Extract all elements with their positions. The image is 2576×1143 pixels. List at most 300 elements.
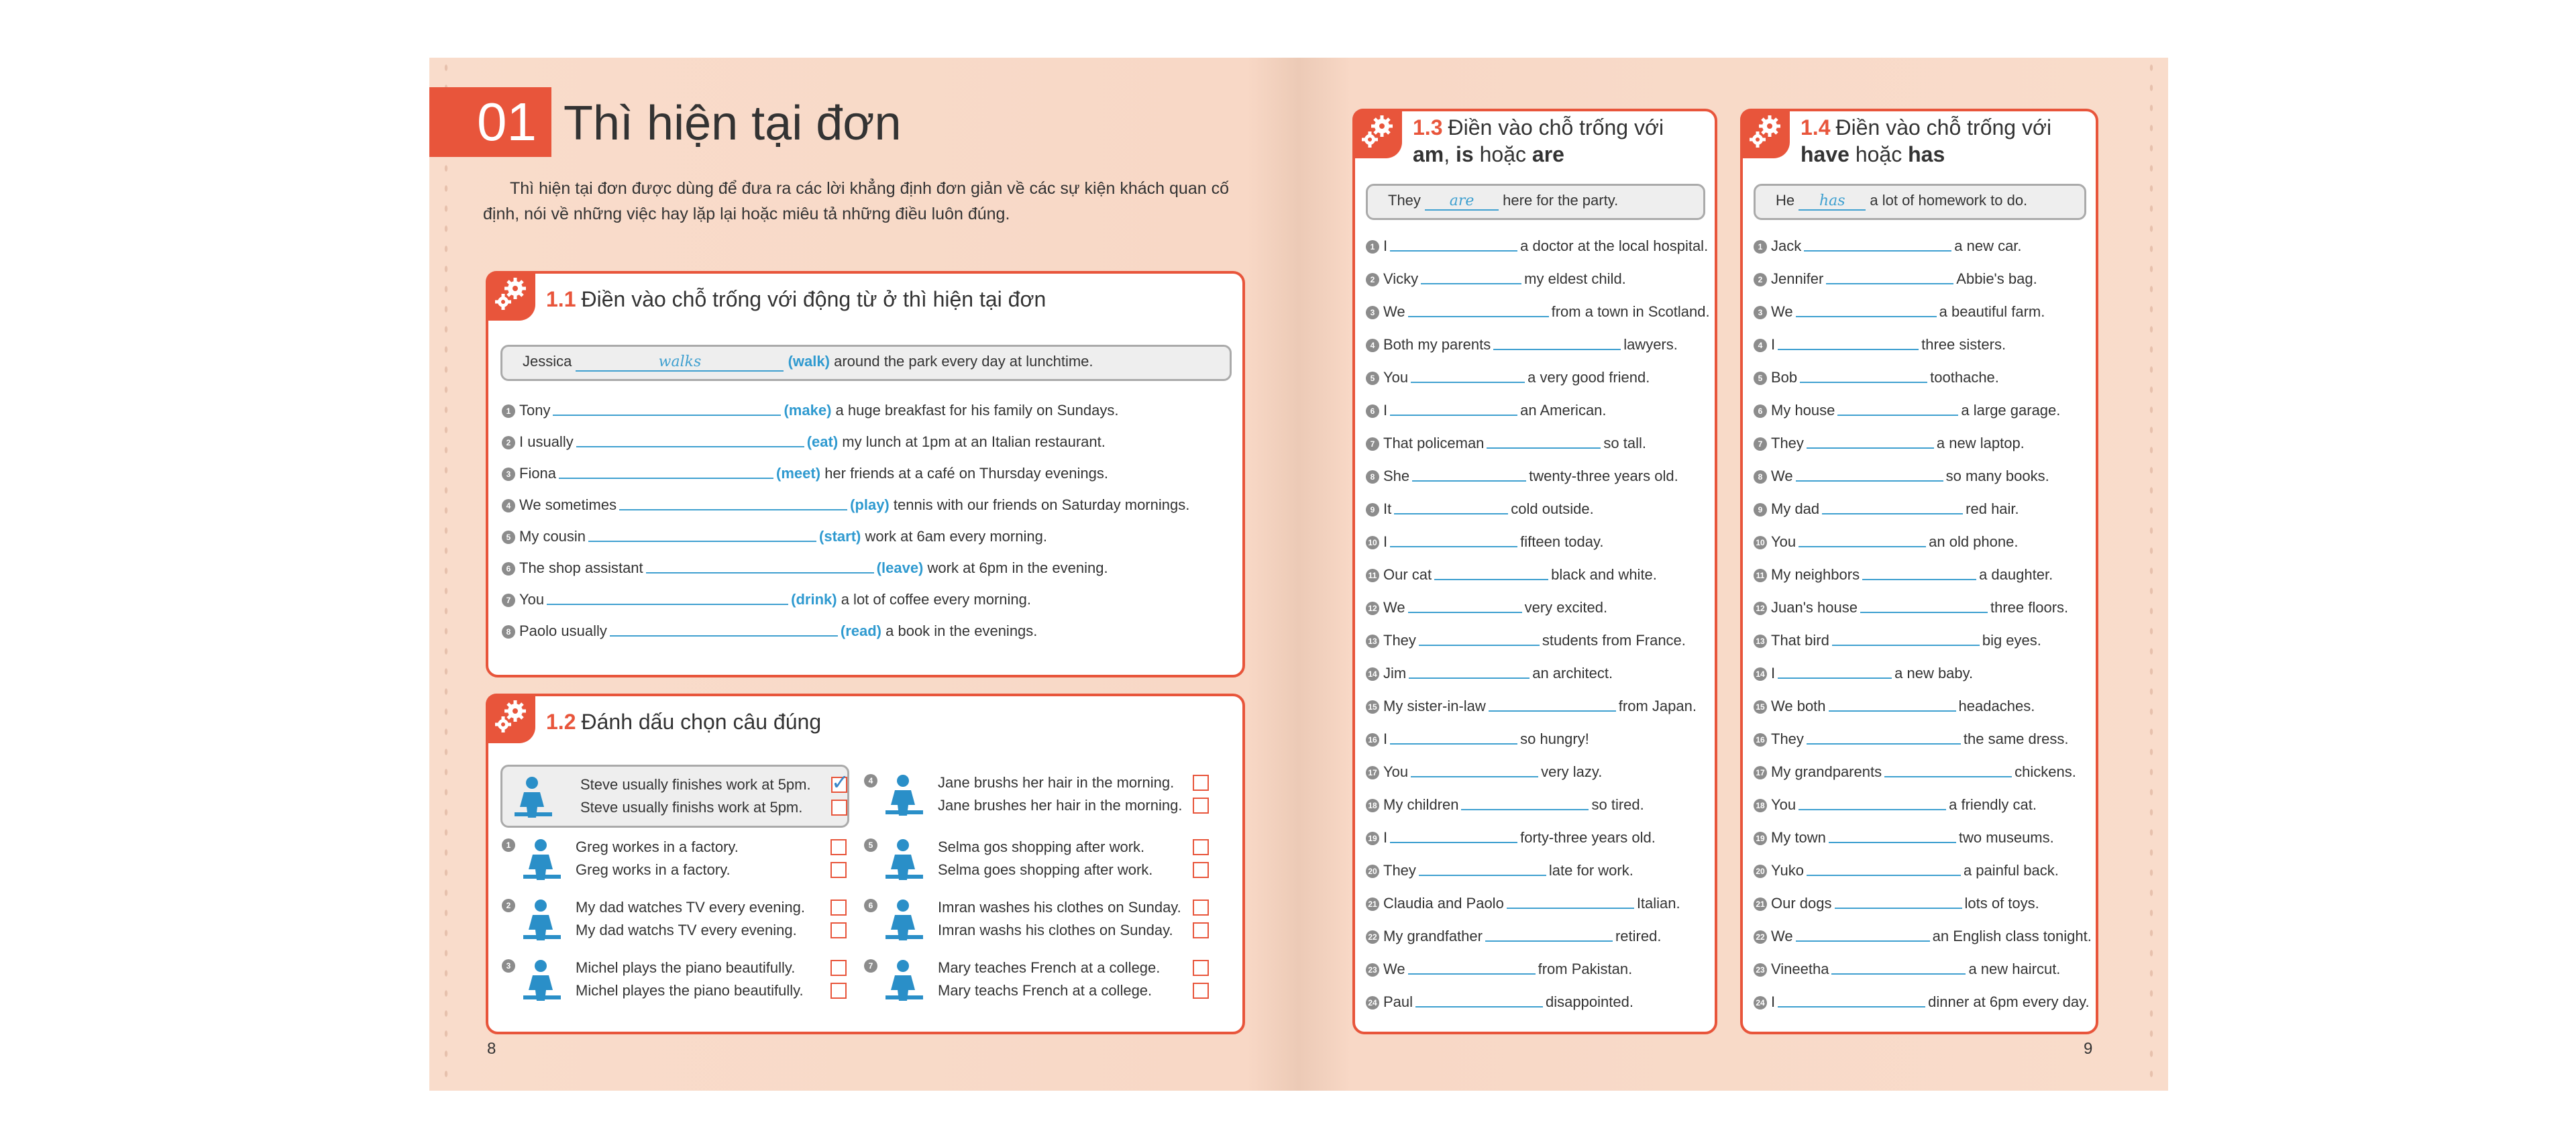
item-subject: That policeman	[1383, 435, 1485, 451]
item-subject: Our cat	[1383, 566, 1432, 583]
example-answer: has	[1799, 193, 1866, 211]
answer-blank[interactable]	[547, 596, 788, 605]
item-subject: I	[1771, 665, 1776, 682]
page-dots-right	[2147, 58, 2156, 1091]
item-number: 13	[1754, 635, 1767, 648]
item-number: 11	[1366, 569, 1379, 582]
example-subject: Jessica	[523, 353, 572, 370]
checkbox-option-b[interactable]	[830, 862, 847, 878]
list-item	[502, 489, 1229, 521]
answer-blank[interactable]	[1408, 965, 1536, 975]
checkbox-option-a[interactable]	[1193, 900, 1209, 916]
list-item	[502, 426, 1229, 457]
item-number: 9	[1366, 503, 1379, 516]
exercise-number: 1.3	[1413, 115, 1443, 140]
item-subject: They	[1383, 862, 1416, 879]
item-rest: a painful back.	[1963, 862, 2059, 879]
item-number: 4	[1366, 339, 1379, 352]
answer-blank[interactable]	[1408, 604, 1522, 613]
answer-blank[interactable]	[1485, 932, 1613, 942]
list-item	[1754, 887, 2089, 920]
item-number: 2	[1754, 273, 1767, 286]
checkmark-icon: ✓	[831, 770, 849, 794]
item-rest: twenty-three years old.	[1529, 468, 1678, 484]
answer-blank[interactable]	[1778, 669, 1892, 679]
list-item	[1754, 361, 2089, 394]
item-rest: an old phone.	[1929, 533, 2019, 550]
item-rest: disappointed.	[1546, 993, 1633, 1010]
item-subject: My neighbors	[1771, 566, 1860, 583]
keyword-is: is	[1456, 142, 1474, 166]
item-number: 3	[502, 468, 515, 481]
item-number: 14	[1754, 667, 1767, 681]
exercise-1-1-items	[502, 394, 1229, 647]
option-a: Jane brushs her hair in the morning.	[938, 774, 1175, 791]
list-item	[1754, 525, 2089, 558]
item-number: 2	[502, 436, 515, 449]
verb-hint: (read)	[840, 622, 881, 639]
shopper-icon	[883, 836, 926, 883]
option-a: My dad watches TV every evening.	[576, 899, 805, 916]
item-subject: Paul	[1383, 993, 1413, 1010]
list-item	[1754, 953, 2089, 985]
answer-blank[interactable]	[610, 627, 838, 637]
list-item	[1366, 525, 1708, 558]
choice-group	[502, 957, 851, 1008]
option-a: Selma gos shopping after work.	[938, 838, 1145, 855]
answer-blank[interactable]	[1799, 538, 1926, 547]
checkbox-option-b[interactable]	[1193, 922, 1209, 938]
item-rest: black and white.	[1551, 566, 1657, 583]
item-subject: We	[1771, 303, 1793, 320]
verb-hint: (leave)	[876, 559, 924, 576]
option-b: Jane brushes her hair in the morning.	[938, 797, 1183, 814]
item-subject: Juan's house	[1771, 599, 1858, 616]
choice-group	[502, 836, 851, 887]
answer-blank[interactable]	[1796, 932, 1930, 942]
list-item	[1366, 920, 1708, 953]
item-subject: Jennifer	[1771, 270, 1824, 287]
answer-blank[interactable]	[1826, 275, 1953, 284]
item-number: 16	[1366, 733, 1379, 747]
item-subject: My house	[1771, 402, 1835, 419]
list-item	[1754, 821, 2089, 854]
keyword-are: are	[1532, 142, 1564, 166]
item-rest: a new laptop.	[1936, 435, 2025, 451]
keyword-has: has	[1908, 142, 1945, 166]
item-rest: chickens.	[2015, 763, 2076, 780]
answer-blank[interactable]	[1493, 341, 1621, 350]
checkbox-option-b[interactable]	[1193, 983, 1209, 999]
item-subject: I	[1383, 730, 1388, 747]
item-subject: Claudia and Paolo	[1383, 895, 1504, 912]
item-rest: fifteen today.	[1520, 533, 1604, 550]
answer-blank[interactable]	[1829, 702, 1956, 712]
item-subject: Jack	[1771, 237, 1802, 254]
answer-blank[interactable]	[1796, 472, 1943, 482]
exercise-title	[546, 708, 821, 735]
list-item	[1366, 492, 1708, 525]
answer-blank[interactable]	[1409, 669, 1529, 679]
list-item	[1366, 328, 1708, 361]
item-subject: I	[1383, 829, 1388, 846]
item-number: 6	[1366, 404, 1379, 418]
item-subject: They	[1771, 435, 1804, 451]
answer-blank[interactable]	[1778, 341, 1919, 350]
option-b: Mary teachs French at a college.	[938, 982, 1152, 999]
item-subject: I	[1771, 336, 1776, 353]
answer-blank[interactable]	[1884, 768, 2012, 777]
item-subject: Paolo usually	[519, 622, 607, 639]
item-number: 5	[864, 838, 877, 852]
answer-blank[interactable]	[1796, 308, 1937, 317]
exercise-number: 1.2	[546, 710, 576, 734]
item-number: 1	[1754, 240, 1767, 254]
list-item	[1366, 755, 1708, 788]
example-answer: are	[1425, 193, 1499, 211]
answer-blank[interactable]	[619, 501, 847, 510]
item-rest: a huge breakfast for his family on Sundays.	[835, 402, 1119, 419]
list-item	[502, 615, 1229, 647]
item-rest: a new car.	[1954, 237, 2022, 254]
choice-group	[502, 896, 851, 947]
choice-group	[864, 771, 1213, 822]
answer-blank[interactable]	[1390, 242, 1517, 252]
answer-blank[interactable]	[1419, 637, 1540, 646]
item-rest: lawyers.	[1623, 336, 1678, 353]
option-b: My dad watchs TV every evening.	[576, 922, 797, 938]
item-subject: I	[1383, 237, 1388, 254]
checkbox-option-a[interactable]	[1193, 775, 1209, 791]
item-number: 5	[1754, 372, 1767, 385]
answer-blank[interactable]	[553, 406, 781, 416]
checkbox-option-a[interactable]	[1193, 960, 1209, 976]
answer-blank[interactable]	[1832, 637, 1980, 646]
item-subject: She	[1383, 468, 1410, 484]
item-rest: a book in the evenings.	[885, 622, 1038, 639]
list-item	[1366, 558, 1708, 591]
answer-blank[interactable]	[1415, 998, 1543, 1008]
answer-blank[interactable]	[1390, 834, 1517, 843]
list-item	[1366, 854, 1708, 887]
item-number: 20	[1366, 865, 1379, 878]
keyword-am: am	[1413, 142, 1444, 166]
verb-hint: (meet)	[776, 465, 821, 482]
hairbrush-icon	[883, 771, 926, 818]
item-rest: an architect.	[1532, 665, 1613, 682]
item-number: 13	[1366, 635, 1379, 648]
item-number: 7	[1754, 437, 1767, 451]
list-item	[502, 584, 1229, 615]
item-rest: tennis with our friends on Saturday mornings.	[893, 496, 1190, 513]
item-number: 1	[502, 404, 515, 418]
example-subject: He	[1776, 192, 1795, 209]
checkbox-option-a[interactable]	[830, 900, 847, 916]
word-or: hoặc	[1855, 142, 1902, 166]
item-subject: Our dogs	[1771, 895, 1832, 912]
item-subject: Yuko	[1771, 862, 1804, 879]
item-subject: Bob	[1771, 369, 1798, 386]
chapter-title: Thì hiện tại đơn	[564, 97, 902, 150]
answer-blank[interactable]	[646, 564, 874, 574]
item-rest: lots of toys.	[1964, 895, 2039, 912]
chapter-intro: Thì hiện tại đơn được dùng để đưa ra các lời khẳng định đơn giản về các sự kiện khách quan cố định, nói về những việc hay lặp lại hoặc miêu tả những điều luôn đúng.	[483, 179, 1229, 223]
answer-blank[interactable]	[1390, 406, 1517, 416]
item-rest: Italian.	[1636, 895, 1680, 912]
item-subject: We	[1383, 303, 1405, 320]
exercise-number: 1.4	[1801, 115, 1831, 140]
exercise-1-3	[1352, 109, 1717, 1034]
answer-blank[interactable]	[1390, 735, 1517, 745]
item-number: 4	[502, 499, 515, 512]
option-a: Michel plays the piano beautifully.	[576, 959, 796, 976]
list-item	[502, 552, 1229, 584]
list-item	[1366, 953, 1708, 985]
item-rest: from Japan.	[1618, 698, 1697, 714]
answer-blank[interactable]	[1434, 571, 1548, 580]
list-item	[1366, 985, 1708, 1018]
gear-icon	[486, 694, 535, 743]
item-subject: I usually	[519, 433, 574, 450]
item-number: 5	[502, 531, 515, 544]
example-subject: They	[1388, 192, 1421, 209]
item-number: 11	[1754, 569, 1767, 582]
example-hint: (walk)	[788, 353, 830, 370]
item-rest: an American.	[1520, 402, 1607, 419]
option-a: Greg workes in a factory.	[576, 838, 739, 855]
verb-hint: (eat)	[806, 433, 839, 450]
item-rest: forty-three years old.	[1520, 829, 1656, 846]
list-item	[1754, 459, 2089, 492]
checkbox-option-b[interactable]	[1193, 862, 1209, 878]
item-number: 12	[1754, 602, 1767, 615]
checkbox-option-a[interactable]	[830, 960, 847, 976]
answer-blank[interactable]	[1860, 604, 1988, 613]
item-number: 6	[502, 562, 515, 576]
list-item	[1366, 788, 1708, 821]
item-subject: Both my parents	[1383, 336, 1491, 353]
list-item	[1754, 788, 2089, 821]
item-rest: headaches.	[1958, 698, 2035, 714]
word-or: hoặc	[1479, 142, 1526, 166]
item-number: 22	[1366, 930, 1379, 944]
list-item	[1754, 262, 2089, 295]
item-number: 4	[1754, 339, 1767, 352]
list-item	[1754, 591, 2089, 624]
exercise-1-2	[486, 694, 1245, 1034]
list-item	[1754, 755, 2089, 788]
choice-group	[864, 896, 1213, 947]
answer-blank[interactable]	[1837, 406, 1958, 416]
item-rest: so hungry!	[1520, 730, 1589, 747]
answer-blank[interactable]	[576, 438, 804, 447]
example-choice	[500, 765, 849, 828]
option-b: Imran washs his clothes on Sunday.	[938, 922, 1173, 938]
option-b: Steve usually finishs work at 5pm.	[580, 799, 803, 816]
exercise-1-3-items	[1366, 229, 1708, 1018]
exercise-1-4	[1740, 109, 2098, 1034]
checkbox-option-b[interactable]	[831, 800, 847, 816]
list-item	[1754, 985, 2089, 1018]
item-subject: We	[1383, 961, 1405, 977]
list-item	[1366, 459, 1708, 492]
item-number: 9	[1754, 503, 1767, 516]
item-number: 10	[1754, 536, 1767, 549]
item-number: 17	[1366, 766, 1379, 779]
answer-blank[interactable]	[1394, 505, 1508, 514]
item-number: 8	[502, 625, 515, 639]
item-rest: my eldest child.	[1524, 270, 1626, 287]
answer-blank[interactable]	[588, 533, 816, 542]
item-number: 19	[1366, 832, 1379, 845]
item-subject: I	[1383, 533, 1388, 550]
item-number: 3	[1754, 306, 1767, 319]
item-number: 23	[1366, 963, 1379, 977]
item-rest: a new haircut.	[1968, 961, 2061, 977]
piano-icon	[521, 957, 564, 1003]
tv-icon	[521, 896, 564, 943]
choice-group	[502, 770, 851, 824]
list-item	[1754, 722, 2089, 755]
item-number: 14	[1366, 667, 1379, 681]
exercise-1-4-items	[1754, 229, 2092, 1018]
item-rest: two museums.	[1958, 829, 2054, 846]
item-subject: We	[1771, 468, 1793, 484]
answer-blank[interactable]	[1390, 538, 1517, 547]
item-rest: a doctor at the local hospital.	[1520, 237, 1709, 254]
item-subject: They	[1383, 632, 1416, 649]
item-rest: so tall.	[1603, 435, 1647, 451]
checkbox-option-b[interactable]	[830, 983, 847, 999]
list-item	[1754, 295, 2089, 328]
item-rest: three floors.	[1990, 599, 2069, 616]
item-rest: a friendly cat.	[1949, 796, 2037, 813]
list-item	[1754, 394, 2089, 427]
list-item	[1366, 887, 1708, 920]
answer-blank[interactable]	[1831, 965, 1966, 975]
answer-blank[interactable]	[1411, 374, 1525, 383]
example-rest: around the park every day at lunchtime.	[834, 353, 1093, 370]
item-subject: I	[1383, 402, 1388, 419]
list-item	[1754, 229, 2089, 262]
answer-blank[interactable]	[1421, 275, 1521, 284]
answer-blank[interactable]	[1799, 801, 1946, 810]
answer-blank[interactable]	[1419, 867, 1546, 876]
answer-blank[interactable]	[1807, 867, 1961, 876]
chapter-number: 01	[429, 87, 551, 157]
item-subject: Jim	[1383, 665, 1407, 682]
checkbox-option-b[interactable]	[1193, 798, 1209, 814]
checkbox-option-a[interactable]	[831, 770, 849, 794]
verb-hint: (start)	[819, 528, 861, 545]
item-number: 2	[1366, 273, 1379, 286]
item-number: 1	[502, 838, 515, 852]
list-item	[1366, 690, 1708, 722]
checkbox-option-b[interactable]	[830, 922, 847, 938]
checkbox-option-a[interactable]	[1193, 839, 1209, 855]
item-subject: It	[1383, 500, 1392, 517]
item-number: 17	[1754, 766, 1767, 779]
answer-blank[interactable]	[1408, 308, 1549, 317]
answer-blank[interactable]	[1804, 242, 1951, 252]
item-number: 3	[1366, 306, 1379, 319]
item-subject: My town	[1771, 829, 1826, 846]
answer-blank[interactable]	[1829, 834, 1956, 843]
verb-hint: (play)	[850, 496, 890, 513]
list-item	[1366, 722, 1708, 755]
item-subject: You	[1771, 533, 1796, 550]
item-rest: from a town in Scotland.	[1551, 303, 1710, 320]
item-subject: I	[1771, 993, 1776, 1010]
choice-group	[864, 957, 1213, 1008]
choice-group	[864, 836, 1213, 887]
list-item	[1754, 492, 2089, 525]
answer-blank[interactable]	[1862, 571, 1976, 580]
list-item	[1754, 558, 2089, 591]
gear-icon	[1740, 109, 1790, 158]
item-subject: Fiona	[519, 465, 557, 482]
item-rest: her friends at a café on Thursday evenings.	[824, 465, 1108, 482]
item-number: 4	[864, 774, 877, 787]
item-subject: My cousin	[519, 528, 586, 545]
item-rest: a new baby.	[1894, 665, 1974, 682]
item-rest: students from France.	[1542, 632, 1686, 649]
answer-blank[interactable]	[1800, 374, 1927, 383]
answer-blank[interactable]	[1411, 768, 1538, 777]
item-number: 12	[1366, 602, 1379, 615]
item-rest: a daughter.	[1979, 566, 2053, 583]
item-rest: cold outside.	[1511, 500, 1594, 517]
item-rest: so many books.	[1945, 468, 2049, 484]
list-item	[1366, 624, 1708, 657]
exercise-title	[546, 286, 1046, 313]
item-rest: so tired.	[1591, 796, 1644, 813]
list-item	[1754, 624, 2089, 657]
example-sentence	[500, 345, 1232, 381]
list-item	[502, 394, 1229, 426]
page-number: 8	[487, 1040, 496, 1058]
answer-blank[interactable]	[1489, 702, 1616, 712]
answer-blank[interactable]	[1412, 472, 1526, 482]
answer-blank[interactable]	[1822, 505, 1963, 514]
item-rest: a lot of coffee every morning.	[841, 591, 1032, 608]
answer-blank[interactable]	[1807, 735, 1961, 745]
answer-blank[interactable]	[1835, 900, 1962, 909]
checkbox-option-a[interactable]	[830, 839, 847, 855]
example-sentence	[1754, 184, 2086, 220]
item-rest: toothache.	[1930, 369, 1999, 386]
item-subject: We sometimes	[519, 496, 617, 513]
list-item	[1754, 427, 2089, 459]
answer-blank[interactable]	[1461, 801, 1589, 810]
answer-blank[interactable]	[1778, 998, 1925, 1008]
example-sentence	[1366, 184, 1705, 220]
list-item	[1366, 229, 1708, 262]
answer-blank[interactable]	[559, 470, 773, 479]
option-a: Mary teaches French at a college.	[938, 959, 1161, 976]
item-subject: My grandparents	[1771, 763, 1882, 780]
list-item	[1366, 657, 1708, 690]
answer-blank[interactable]	[1807, 439, 1934, 449]
item-number: 7	[864, 959, 877, 973]
worker-icon	[512, 773, 555, 820]
answer-blank[interactable]	[1487, 439, 1601, 449]
item-number: 8	[1366, 470, 1379, 484]
answer-blank[interactable]	[1507, 900, 1634, 909]
item-number: 18	[1754, 799, 1767, 812]
gear-icon	[1352, 109, 1402, 158]
item-rest: a beautiful farm.	[1939, 303, 2045, 320]
